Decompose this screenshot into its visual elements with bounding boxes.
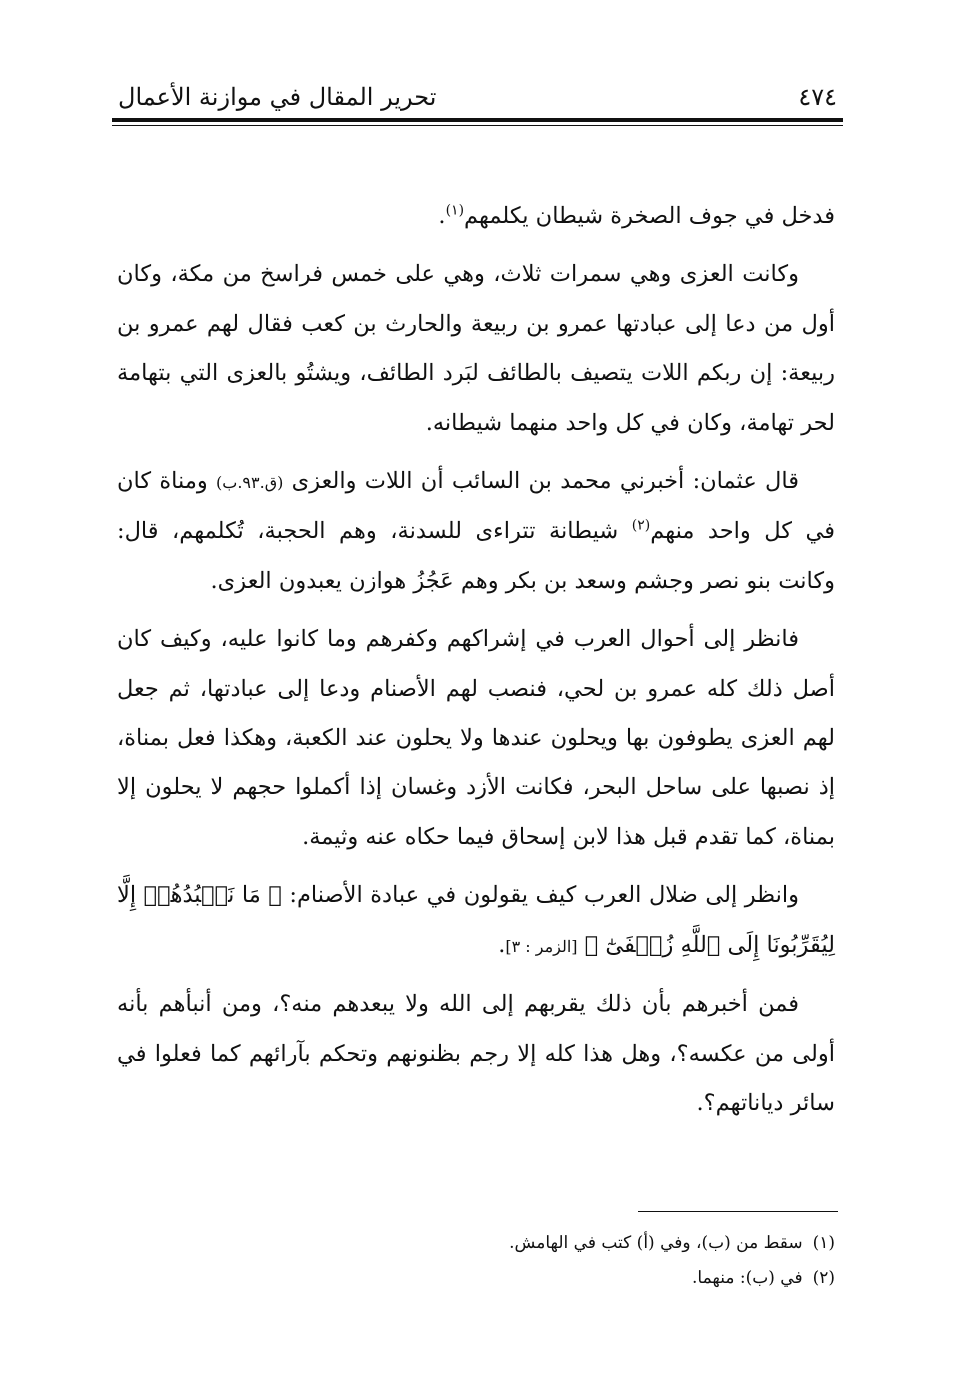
paragraph-1-text: فدخل في جوف الصخرة شيطان يكلمهم xyxy=(464,203,835,229)
book-title: تحرير المقال في موازنة الأعمال xyxy=(118,83,437,111)
running-header xyxy=(112,78,843,122)
paragraph-3-after: شيطانة تتراءى للسدنة، وهم الحجبة، تُكلمهم، قال: وكانت بنو نصر وجشم وسعد بن بكر وهم عَجُزُ هوازن يعبدون العزى. xyxy=(117,518,835,594)
paragraph-5-end: . xyxy=(498,931,506,958)
verse-citation: [الزمر : ٣] xyxy=(505,936,578,956)
footnote-1 xyxy=(300,1226,835,1261)
paragraph-3-middle: ومناة كان في كل واحد منهم xyxy=(117,468,836,545)
page-number: ٤٧٤ xyxy=(798,83,837,111)
paragraph-3-before: قال عثمان: أخبرني محمد بن السائب أن اللات والعزى xyxy=(291,468,799,495)
main-text xyxy=(117,192,835,1128)
paragraph-6: فمن أخبرهم بأن ذلك يقربهم إلى الله ولا يبعدهم منه؟، ومن أنبأهم بأنه أولى من عكسه؟، وهل هذا كله إلا رجم بظنونهم وتحكم بآرائهم كما فعلوا في سائر دياناتهم؟. xyxy=(117,991,835,1116)
paragraph-4: فانظر إلى أحوال العرب في إشراكهم وكفرهم وما كانوا عليه، وكيف كان أصل ذلك كله عمرو بن لحي، فنصب لهم الأصنام ودعا إلى عبادتها، ثم جعل لهم العزى يطوفون بها ويحلون عندها ولا يحلون عند الكعبة، وهكذا فعل بمناة، إذ نصبها على ساحل البحر، فكانت الأزد وغسان إذا أكملوا حجهم لا يحلون إلا بمناة، كما تقدم قبل هذا لابن إسحاق فيما حكاه عنه وثيمة. xyxy=(117,626,835,850)
footnote-2 xyxy=(300,1261,835,1296)
paragraph-1 xyxy=(117,192,835,241)
footnote-reference-1[interactable]: (١) xyxy=(445,202,465,219)
paragraph-1-end: . xyxy=(438,203,446,229)
header-rule-thick xyxy=(112,118,843,122)
paragraph-3 xyxy=(117,457,835,606)
paragraph-2: وكانت العزى وهي سمرات ثلاث، وهي على خمس فراسخ من مكة، وكان أول من دعا إلى عبادتها عمرو بن ربيعة والحارث بن كعب فقال لهم عمرو بن ربيعة: إن ربكم اللات يتصيف بالطائف لبَرد الطائف، ويشتُو بالعزى التي بتهامة لحر تهامة، وكان في كل واحد منهما شيطانه. xyxy=(117,261,835,436)
header-rule-thin xyxy=(112,125,843,126)
footnote-2-number: (٢) xyxy=(812,1268,835,1288)
footnote-1-text: سقط من (ب)، وفي (أ) كتب في الهامش. xyxy=(509,1233,803,1253)
footnotes xyxy=(300,1226,835,1296)
paragraph-5 xyxy=(117,871,835,971)
footnote-1-number: (١) xyxy=(812,1233,835,1253)
footnote-separator xyxy=(638,1211,838,1212)
footnote-2-text: في (ب): منهما. xyxy=(691,1268,803,1288)
quran-verse: ﴿ مَا نَعۡبُدُهُمۡ إِلَّا لِيُقَرِّبُونَا إِلَى ٱللَّهِ زُلۡفَىٰٓ ﴾ xyxy=(117,882,835,958)
manuscript-folio-ref: (ق.٩٣.ب) xyxy=(216,473,284,493)
footnote-reference-2[interactable]: (٢) xyxy=(631,517,651,534)
paragraph-5-before: وانظر إلى ضلال العرب كيف يقولون في عبادة الأصنام: xyxy=(289,882,800,909)
